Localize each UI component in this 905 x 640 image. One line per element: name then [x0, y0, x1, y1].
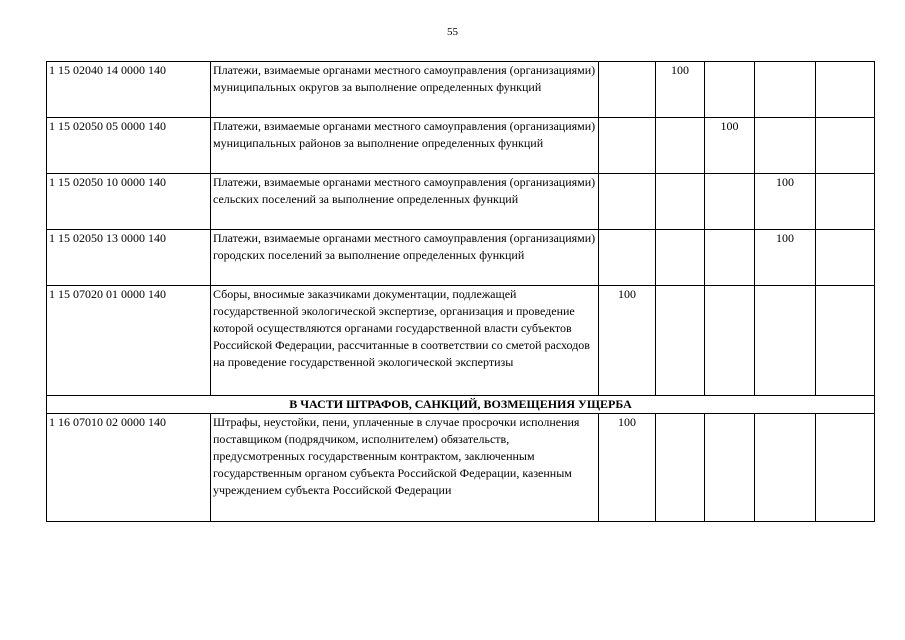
rate-cell-settlement: 100 [755, 230, 816, 286]
rate-cell-other [816, 414, 875, 522]
rate-cell-settlement [755, 414, 816, 522]
revenue-name-cell: Платежи, взимаемые органами местного самоуправления (организациями) муниципальных округов за выполнение определенных функций [211, 62, 599, 118]
rate-cell-regional [599, 118, 656, 174]
kbk-code-cell: 1 15 02050 05 0000 140 [47, 118, 211, 174]
rate-cell-regional: 100 [599, 414, 656, 522]
rate-cell-regional [599, 230, 656, 286]
section-heading: В ЧАСТИ ШТРАФОВ, САНКЦИЙ, ВОЗМЕЩЕНИЯ УЩЕРБА [47, 396, 875, 414]
table-row [47, 230, 875, 286]
table-row [47, 286, 875, 396]
rate-cell-municipal-okrug: 100 [656, 62, 705, 118]
rate-cell-regional [599, 174, 656, 230]
rate-cell-municipal-okrug [656, 118, 705, 174]
rate-cell-municipal-district [705, 174, 755, 230]
rate-cell-settlement [755, 286, 816, 396]
rate-cell-settlement [755, 62, 816, 118]
rate-cell-other [816, 286, 875, 396]
rate-cell-other [816, 118, 875, 174]
kbk-code-cell: 1 15 02050 13 0000 140 [47, 230, 211, 286]
table-row [47, 118, 875, 174]
rate-cell-municipal-district [705, 286, 755, 396]
page-number: 55 [447, 26, 458, 38]
rate-cell-settlement: 100 [755, 174, 816, 230]
table-row [47, 62, 875, 118]
table-row [47, 414, 875, 522]
rate-cell-municipal-okrug [656, 230, 705, 286]
rate-cell-municipal-okrug [656, 286, 705, 396]
rate-cell-regional: 100 [599, 286, 656, 396]
revenue-name-cell: Штрафы, неустойки, пени, уплаченные в случае просрочки исполнения поставщиком (подрядчиком, исполнителем) обязательств, предусмотренных государственным контрактом, заключенным государственным органом субъекта Российской Федерации, казенным учреждением субъекта Российской Федерации [211, 414, 599, 522]
revenue-name-cell: Сборы, вносимые заказчиками документации, подлежащей государственной экологической экспертизе, организация и проведение которой осуществляются органами государственной власти субъектов Российской Федерации, рассчитанные в соответствии со сметой расходов на проведение государственной экологической экспертизы [211, 286, 599, 396]
rate-cell-other [816, 230, 875, 286]
rate-cell-municipal-district [705, 230, 755, 286]
revenue-name-cell: Платежи, взимаемые органами местного самоуправления (организациями) городских поселений за выполнение определенных функций [211, 230, 599, 286]
rate-cell-municipal-district [705, 414, 755, 522]
revenue-name-cell: Платежи, взимаемые органами местного самоуправления (организациями) муниципальных районов за выполнение определенных функций [211, 118, 599, 174]
rate-cell-municipal-district [705, 62, 755, 118]
kbk-code-cell: 1 15 02040 14 0000 140 [47, 62, 211, 118]
table-row [47, 174, 875, 230]
kbk-code-cell: 1 15 02050 10 0000 140 [47, 174, 211, 230]
rate-cell-other [816, 174, 875, 230]
rate-cell-regional [599, 62, 656, 118]
kbk-code-cell: 1 16 07010 02 0000 140 [47, 414, 211, 522]
revenue-name-cell: Платежи, взимаемые органами местного самоуправления (организациями) сельских поселений за выполнение определенных функций [211, 174, 599, 230]
kbk-code-cell: 1 15 07020 01 0000 140 [47, 286, 211, 396]
rate-cell-settlement [755, 118, 816, 174]
section-heading-row [47, 396, 875, 414]
rate-cell-municipal-okrug [656, 174, 705, 230]
rate-cell-municipal-okrug [656, 414, 705, 522]
rate-cell-other [816, 62, 875, 118]
rate-cell-municipal-district: 100 [705, 118, 755, 174]
revenue-distribution-table [46, 61, 875, 522]
